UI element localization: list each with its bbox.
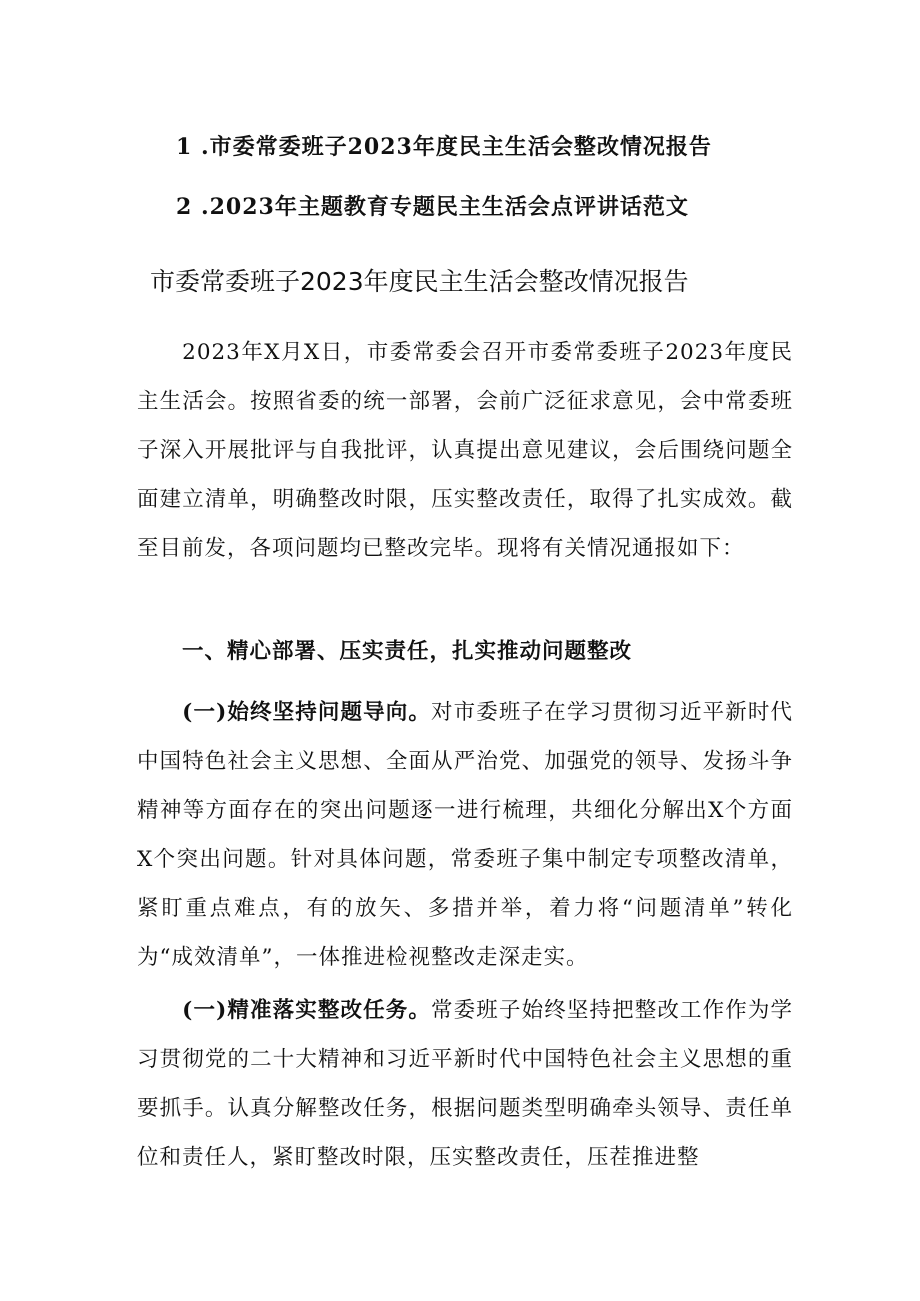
paragraph-item-2 <box>137 986 793 1182</box>
item-2-lead: (一)精准落实整改任务。 <box>182 998 432 1023</box>
item-1-lead: (一)始终坚持问题导向。 <box>182 700 432 725</box>
toc-item-1: 1 .市委常委班子2023年度民主生活会整改情况报告 <box>176 134 712 160</box>
intro-paragraph: 2023年X月X日，市委常委会召开市委常委班子2023年度民主生活会。按照省委的统一部署，会前广泛征求意见，会中常委班子深入开展批评与自我批评，认真提出意见建议，会后围绕问题全面建立清单，明确整改时限，压实整改责任，取得了扎实成效。截至目前发，各项问题均已整改完毕。现将有关情况通报如下： <box>137 340 793 561</box>
item-2-body: 常委班子始终坚持把整改工作作为学习贯彻党的二十大精神和习近平新时代中国特色社会主义思想的重要抓手。认真分解整改任务，根据问题类型明确牵头领导、责任单位和责任人，紧盯整改时限，压实整改责任，压茬推进整 <box>137 998 793 1170</box>
toc-item-2: 2 .2023年主题教育专题民主生活会点评讲话范文 <box>176 194 689 220</box>
item-1-body: 对市委班子在学习贯彻习近平新时代中国特色社会主义思想、全面从严治党、加强党的领导、发扬斗争精神等方面存在的突出问题逐一进行梳理，共细化分解出X个方面X个突出问题。针对具体问题，常委班子集中制定专项整改清单，紧盯重点难点，有的放矢、多措并举，着力将“问题清单”转化为“成效清单”，一体推进检视整改走深走实。 <box>137 700 793 970</box>
document-title: 市委常委班子2023年度民主生活会整改情况报告 <box>150 267 689 296</box>
section-heading-1: 一、精心部署、压实责任，扎实推动问题整改 <box>182 639 633 664</box>
paragraph-item-1 <box>137 688 793 982</box>
